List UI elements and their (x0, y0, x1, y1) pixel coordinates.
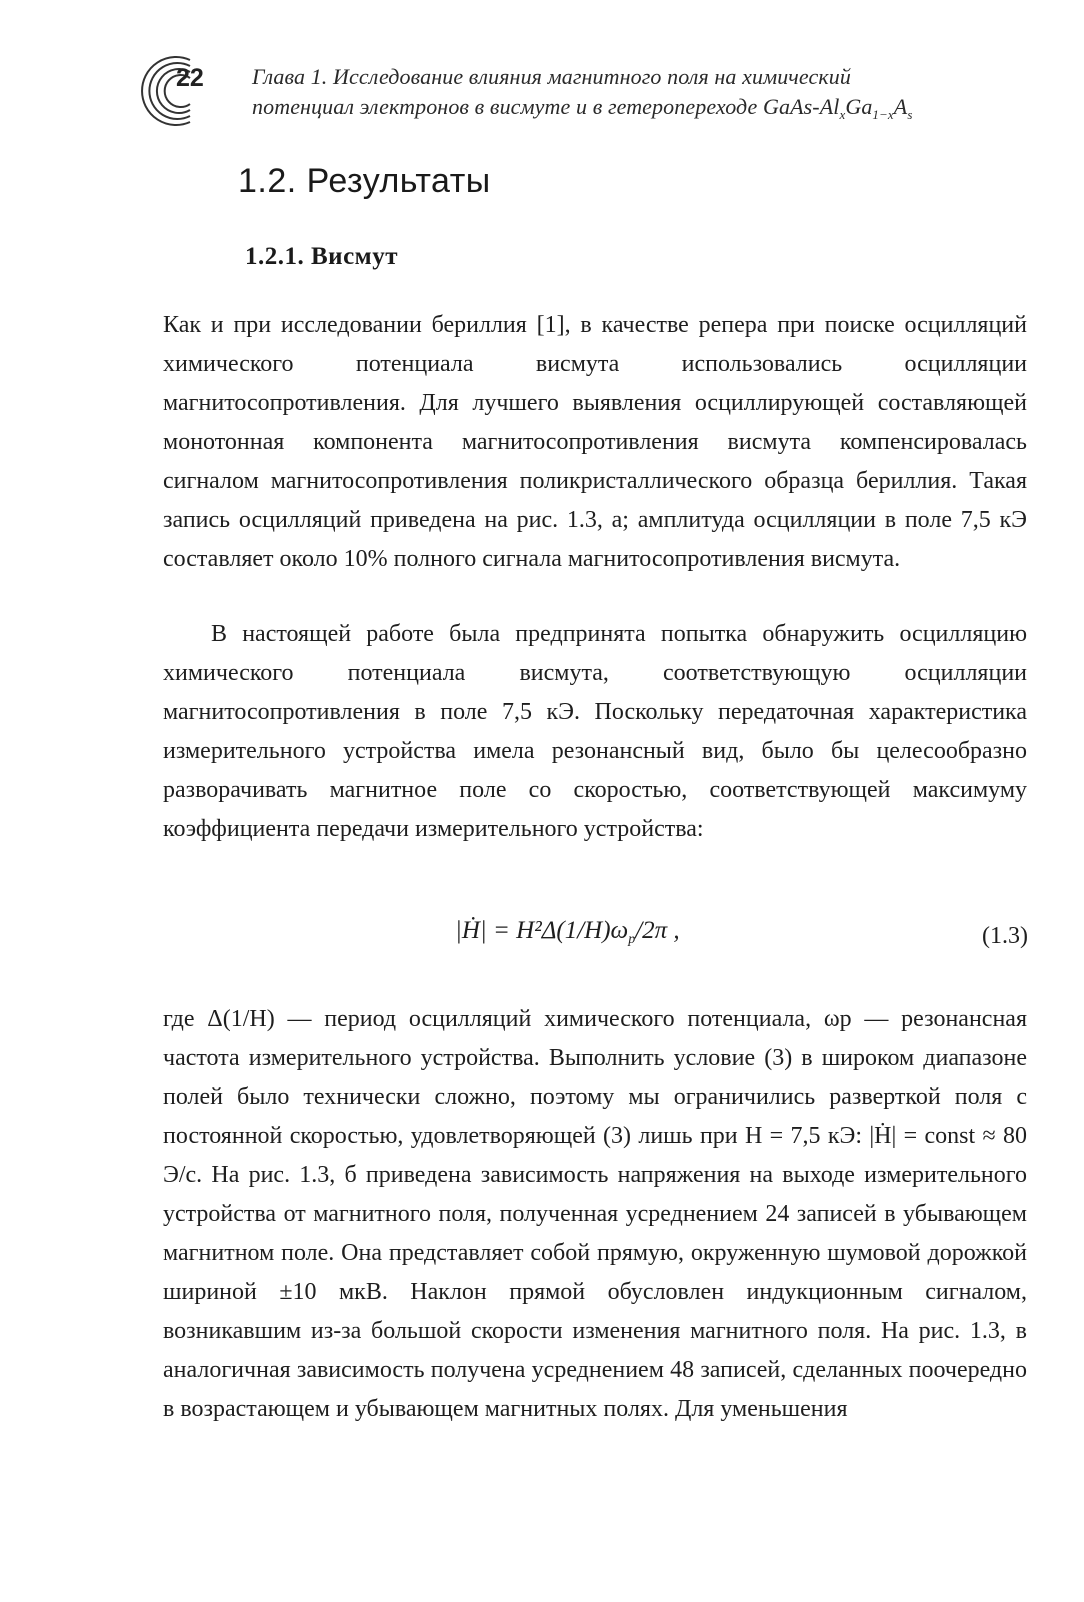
page-number: 22 (176, 64, 204, 92)
running-head-line-1: Глава 1. Исследование влияния магнитного поля на химический (252, 64, 851, 89)
running-head (252, 62, 1052, 130)
equation-number: (1.3) (982, 923, 1028, 949)
body-paragraph-2: В настоящей работе была предпринята попытка обнаружить осцилляцию химического потенциала висмута, соответствующую осцилляции магнитосопротивления в поле 7,5 кЭ. Поскольку передаточная характеристика измерительного устройства имела резонансный вид, было бы целесообразно разворачивать магнитное поле со скоростью, соответствующей максимуму коэффициента передачи измерительного устройства: (163, 621, 1027, 842)
running-head-line-2: потенциал электронов в висмуте и в гетеропереходе GaAs-$Al_xGa_{1-x}A_s$ (252, 94, 913, 122)
section-title: 1.2. Результаты (238, 162, 491, 200)
equation: |Ḣ| = $H^2\Delta(1/H)\omega_p/2\pi$ , (455, 917, 680, 947)
body-paragraph-3: где Δ(1/H) — период осцилляций химического потенциала, ωp — резонансная частота измерительного устройства. Выполнить условие (3) в широком диапазоне полей было технически сложно, поэтому мы ограничились разверткой поля с постоянной скоростью, удовлетворяющей (3) лишь при H = 7,5 кЭ: |Ḣ| = const ≈ 80 Э/с. На рис. 1.3, б приведена зависимость напряжения на выходе измерительного устройства от магнитного поля, полученная усреднением 24 записей в убывающем магнитном поле. Она представляет собой прямую, окруженную шумовой дорожкой шириной ±10 мкВ. Наклон прямой обусловлен индукционным сигналом, возникавшим из-за большой скорости изменения магнитного поля. На рис. 1.3, в аналогичная зависимость получена усреднением 48 записей, сделанных поочередно в возрастающем и убывающем магнитных полях. Для уменьшения (163, 1006, 1027, 1422)
page-number-arcs-icon (128, 46, 218, 136)
page-header (128, 42, 1048, 142)
body-paragraph-1: Как и при исследовании бериллия [1], в качестве репера при поиске осцилляций химического потенциала висмута использовались осцилляции магнитосопротивления. Для лучшего выявления осциллирующей составляющей монотонная компонента магнитосопротивления висмута компенсировалась сигналом магнитосопротивления поликристаллического образца бериллия. Такая запись осцилляций приведена на рис. 1.3, а; амплитуда осцилляции в поле 7,5 кЭ составляет около 10% полного сигнала магнитосопротивления висмута. (163, 312, 1027, 572)
subsection-title: 1.2.1. Висмут (245, 243, 398, 270)
